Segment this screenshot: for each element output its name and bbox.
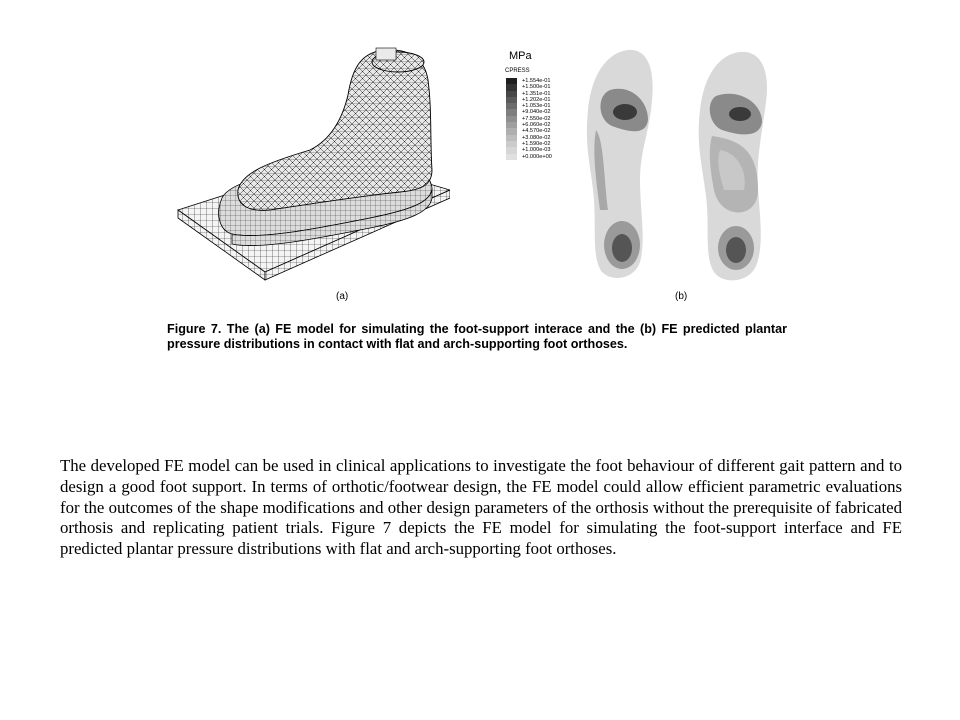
legend-value: +1.000e-03 [522, 147, 551, 154]
legend-value: +6.060e-02 [522, 122, 551, 129]
body-paragraph: The developed FE model can be used in clinical applications to investigate the foot behaviour of different gait pattern and to design a good foot support. In terms of orthotic/footwear design, the FE model could allow efficient parametric evaluations for the outcomes of the shape modifications and other design parameters of the orthosis without the prerequisite of fabricated orthosis and replicating patient trials. Figure 7 depicts the FE model for simulating the foot-support interface and FE predicted plantar pressure distributions with flat and arch-supporting foot orthoses. [60, 456, 902, 559]
fe-foot-model-image [170, 40, 450, 285]
legend-value: +1.554e-01 [522, 78, 551, 84]
figure-caption: Figure 7. The (a) FE model for simulating the foot-support interace and the (b) FE predicted plantar pressure distributions in contact with flat and arch-supporting foot orthoses. [167, 322, 787, 351]
legend-value: +7.550e-02 [522, 115, 551, 122]
legend-value: +1.053e-01 [522, 103, 551, 110]
legend-value: +3.080e-02 [522, 134, 551, 141]
flat-orthosis-pressure-map [587, 50, 653, 278]
legend-value: +1.351e-01 [522, 90, 551, 97]
panel-a-label: (a) [336, 291, 349, 302]
legend-value: +1.202e-01 [522, 96, 551, 103]
panel-b-label: (b) [675, 291, 688, 302]
legend-value: +1.500e-01 [522, 84, 551, 91]
legend-swatch [506, 154, 517, 160]
legend-variable: CPRESS [505, 68, 530, 74]
legend-value: +0.000e+00 [522, 153, 552, 160]
legend-entry [506, 154, 596, 160]
legend-value: +4.570e-02 [522, 128, 551, 135]
legend-unit: MPa [509, 50, 532, 62]
arch-orthosis-pressure-map [699, 52, 767, 280]
pressure-legend [506, 78, 596, 160]
legend-value: +9.040e-02 [522, 109, 551, 116]
legend-value: +1.590e-02 [522, 140, 551, 147]
